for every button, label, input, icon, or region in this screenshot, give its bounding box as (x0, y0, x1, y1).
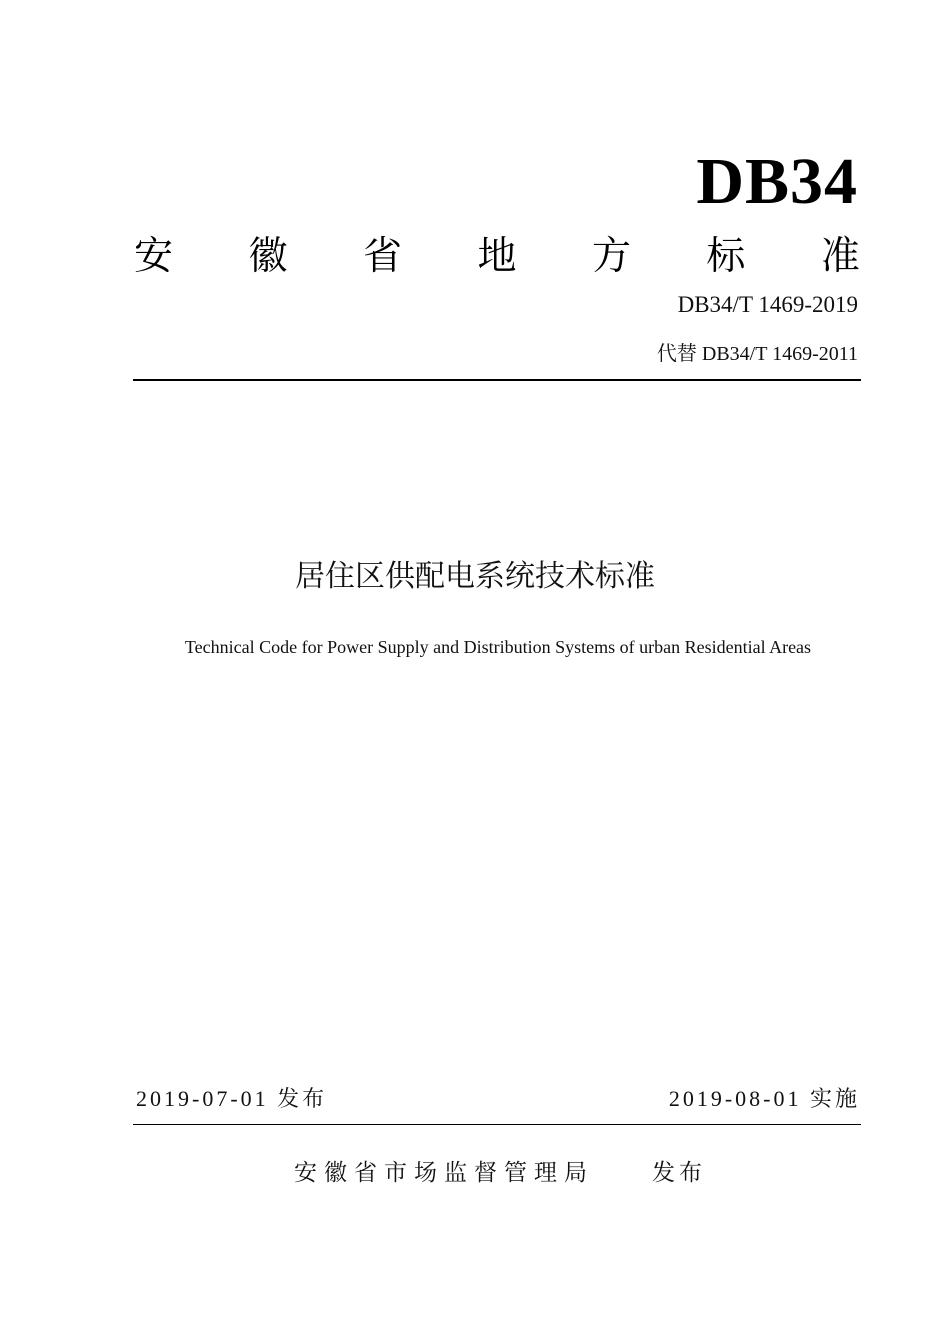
document-title-chinese: 居住区供配电系统技术标准 (295, 559, 655, 594)
standard-type-char: 安 (134, 234, 174, 279)
publisher-name: 安徽省市场监督管理局 (294, 1160, 594, 1186)
standard-type-char: 准 (820, 234, 860, 279)
standard-type-char: 地 (477, 234, 517, 279)
publish-label: 发布 (652, 1160, 706, 1186)
standard-type-char: 标 (706, 234, 746, 279)
implementation-date: 2019-08-01 实施 (668, 1086, 860, 1111)
document-title-english: Technical Code for Power Supply and Distribution Systems of urban Residential Areas (184, 637, 812, 657)
header-divider (133, 379, 861, 381)
standard-type-char: 方 (591, 234, 631, 279)
replaces-standard: 代替 DB34/T 1469-2011 (656, 343, 858, 365)
standard-type-char: 省 (362, 234, 402, 279)
standard-type-heading (134, 232, 860, 282)
footer-divider (133, 1124, 861, 1125)
release-date: 2019-07-01 发布 (136, 1086, 328, 1111)
standard-type-char: 徽 (248, 234, 288, 279)
standard-number: DB34/T 1469-2019 (677, 292, 858, 317)
standard-code-heading: DB34 (696, 145, 858, 218)
